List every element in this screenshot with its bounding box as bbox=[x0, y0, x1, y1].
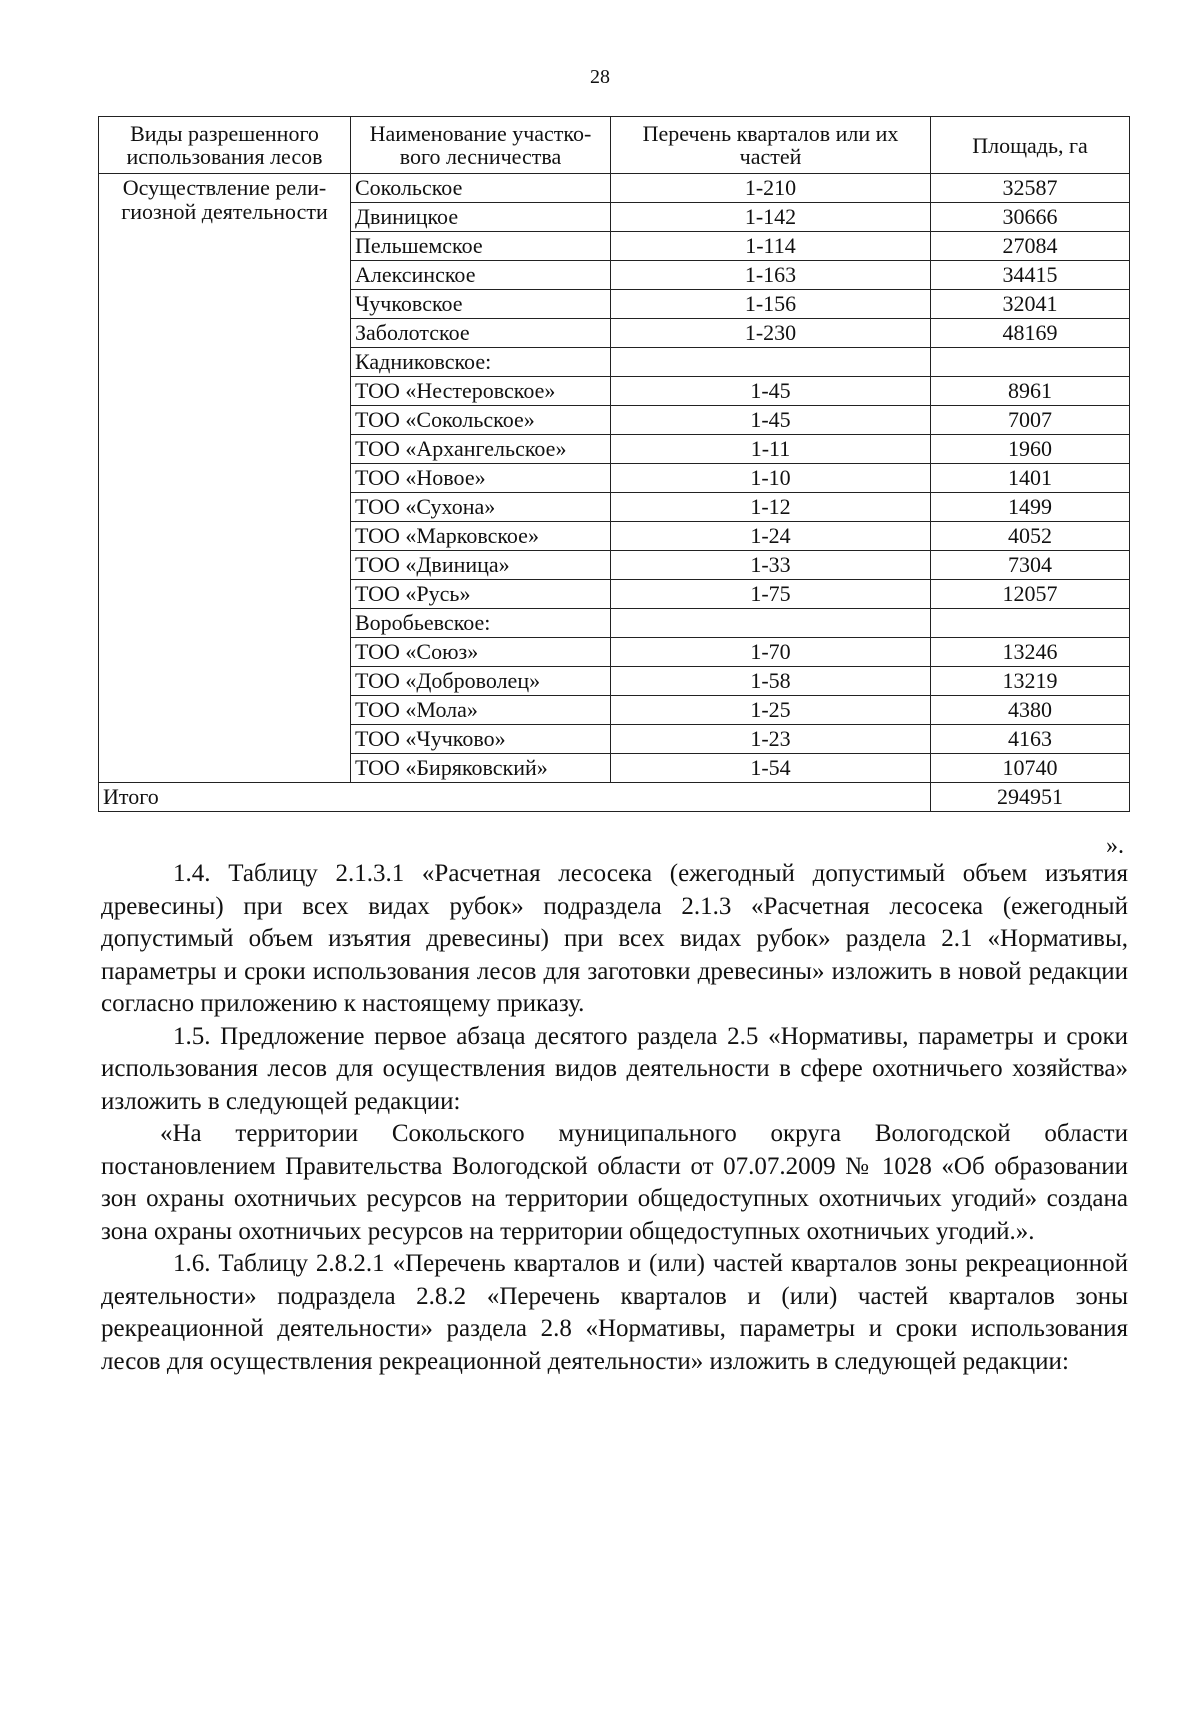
total-label: Итого bbox=[99, 783, 931, 812]
body-text bbox=[101, 858, 1128, 1378]
quarters-cell: 1-54 bbox=[611, 754, 931, 783]
forestry-name-cell: Алексинское bbox=[351, 261, 611, 290]
table-header-row bbox=[99, 117, 1130, 174]
header-forestry-name: Наименование участко-вого лесничества bbox=[351, 117, 611, 174]
forestry-name-cell: ТОО «Сухона» bbox=[351, 493, 611, 522]
use-type-cell: Осуществление рели-гиозной деятельности bbox=[99, 174, 351, 783]
area-cell: 1960 bbox=[931, 435, 1130, 464]
quarters-cell: 1-70 bbox=[611, 638, 931, 667]
quarters-cell: 1-33 bbox=[611, 551, 931, 580]
quarters-cell: 1-45 bbox=[611, 406, 931, 435]
header-area: Площадь, га bbox=[931, 117, 1130, 174]
total-row bbox=[99, 783, 1130, 812]
quarters-cell: 1-24 bbox=[611, 522, 931, 551]
area-cell: 4380 bbox=[931, 696, 1130, 725]
quarters-cell bbox=[611, 348, 931, 377]
quarters-cell: 1-142 bbox=[611, 203, 931, 232]
area-cell: 4052 bbox=[931, 522, 1130, 551]
page-number: 28 bbox=[590, 66, 610, 88]
forestry-name-cell: ТОО «Русь» bbox=[351, 580, 611, 609]
forestry-name-cell: Кадниковское: bbox=[351, 348, 611, 377]
forestry-name-cell: ТОО «Биряковский» bbox=[351, 754, 611, 783]
area-cell: 12057 bbox=[931, 580, 1130, 609]
forestry-name-cell: ТОО «Марковское» bbox=[351, 522, 611, 551]
forestry-name-cell: ТОО «Доброволец» bbox=[351, 667, 611, 696]
quarters-cell: 1-45 bbox=[611, 377, 931, 406]
quarters-cell bbox=[611, 609, 931, 638]
forestry-name-cell: ТОО «Сокольское» bbox=[351, 406, 611, 435]
area-cell: 32587 bbox=[931, 174, 1130, 203]
quarters-cell: 1-210 bbox=[611, 174, 931, 203]
header-quarters: Перечень кварталов или их частей bbox=[611, 117, 931, 174]
forestry-name-cell: ТОО «Новое» bbox=[351, 464, 611, 493]
area-cell: 13219 bbox=[931, 667, 1130, 696]
area-cell: 13246 bbox=[931, 638, 1130, 667]
area-cell: 34415 bbox=[931, 261, 1130, 290]
forestry-name-cell: ТОО «Мола» bbox=[351, 696, 611, 725]
area-cell: 10740 bbox=[931, 754, 1130, 783]
area-cell: 48169 bbox=[931, 319, 1130, 348]
quarters-cell: 1-156 bbox=[611, 290, 931, 319]
total-value: 294951 bbox=[931, 783, 1130, 812]
quarters-cell: 1-163 bbox=[611, 261, 931, 290]
forestry-name-cell: Воробьевское: bbox=[351, 609, 611, 638]
paragraph-quote: «На территории Сокольского муниципального округа Вологодской области постановлением Правительства Вологодской области от 07.07.2009 № 1028 «Об образовании зон охраны охотничьих ресурсов на территории общедоступных охотничьих угодий» создана зона охраны охотничьих ресурсов на территории общедоступных охотничьих угодий.». bbox=[101, 1120, 1128, 1245]
quarters-cell: 1-58 bbox=[611, 667, 931, 696]
quarters-cell: 1-230 bbox=[611, 319, 931, 348]
forest-use-table bbox=[98, 116, 1130, 812]
header-use-type: Виды разрешенного использования лесов bbox=[99, 117, 351, 174]
forestry-name-cell: Двиницкое bbox=[351, 203, 611, 232]
forestry-name-cell: ТОО «Чучково» bbox=[351, 725, 611, 754]
area-cell: 30666 bbox=[931, 203, 1130, 232]
area-cell: 7304 bbox=[931, 551, 1130, 580]
forestry-name-cell: Пельшемское bbox=[351, 232, 611, 261]
forestry-name-cell: Заболотское bbox=[351, 319, 611, 348]
forestry-name-cell: ТОО «Архангельское» bbox=[351, 435, 611, 464]
forestry-name-cell: Чучковское bbox=[351, 290, 611, 319]
quote-end-mark: ». bbox=[1106, 833, 1124, 859]
quarters-cell: 1-11 bbox=[611, 435, 931, 464]
area-cell: 8961 bbox=[931, 377, 1130, 406]
table-row bbox=[99, 174, 1130, 203]
area-cell: 32041 bbox=[931, 290, 1130, 319]
quarters-cell: 1-12 bbox=[611, 493, 931, 522]
area-cell: 7007 bbox=[931, 406, 1130, 435]
paragraph-1-5: 1.5. Предложение первое абзаца десятого раздела 2.5 «Нормативы, параметры и сроки использования лесов для осуществления видов деятельности в сфере охотничьего хозяйства» изложить в следующей редакции: bbox=[101, 1022, 1128, 1115]
quarters-cell: 1-75 bbox=[611, 580, 931, 609]
area-cell: 1401 bbox=[931, 464, 1130, 493]
quarters-cell: 1-23 bbox=[611, 725, 931, 754]
area-cell bbox=[931, 348, 1130, 377]
forestry-name-cell: ТОО «Союз» bbox=[351, 638, 611, 667]
forestry-name-cell: ТОО «Нестеровское» bbox=[351, 377, 611, 406]
quarters-cell: 1-114 bbox=[611, 232, 931, 261]
area-cell: 4163 bbox=[931, 725, 1130, 754]
paragraph-1-4: 1.4. Таблицу 2.1.3.1 «Расчетная лесосека (ежегодный допустимый объем изъятия древесины) при всех видах рубок» подраздела 2.1.3 «Расчетная лесосека (ежегодный допустимый объем изъятия древесины) при всех видах рубок» раздела 2.1 «Нормативы, параметры и сроки использования лесов для заготовки древесины» изложить в новой редакции согласно приложению к настоящему приказу. bbox=[101, 860, 1128, 1017]
quarters-cell: 1-25 bbox=[611, 696, 931, 725]
area-cell: 1499 bbox=[931, 493, 1130, 522]
area-cell: 27084 bbox=[931, 232, 1130, 261]
area-cell bbox=[931, 609, 1130, 638]
quarters-cell: 1-10 bbox=[611, 464, 931, 493]
forestry-name-cell: Сокольское bbox=[351, 174, 611, 203]
paragraph-1-6: 1.6. Таблицу 2.8.2.1 «Перечень кварталов и (или) частей кварталов зоны рекреационной деятельности» подраздела 2.8.2 «Перечень кварталов и (или) частей кварталов зоны рекреационной деятельности» раздела 2.8 «Нормативы, параметры и сроки использования лесов для осуществления рекреационной деятельности» изложить в следующей редакции: bbox=[101, 1250, 1128, 1375]
forestry-name-cell: ТОО «Двиница» bbox=[351, 551, 611, 580]
